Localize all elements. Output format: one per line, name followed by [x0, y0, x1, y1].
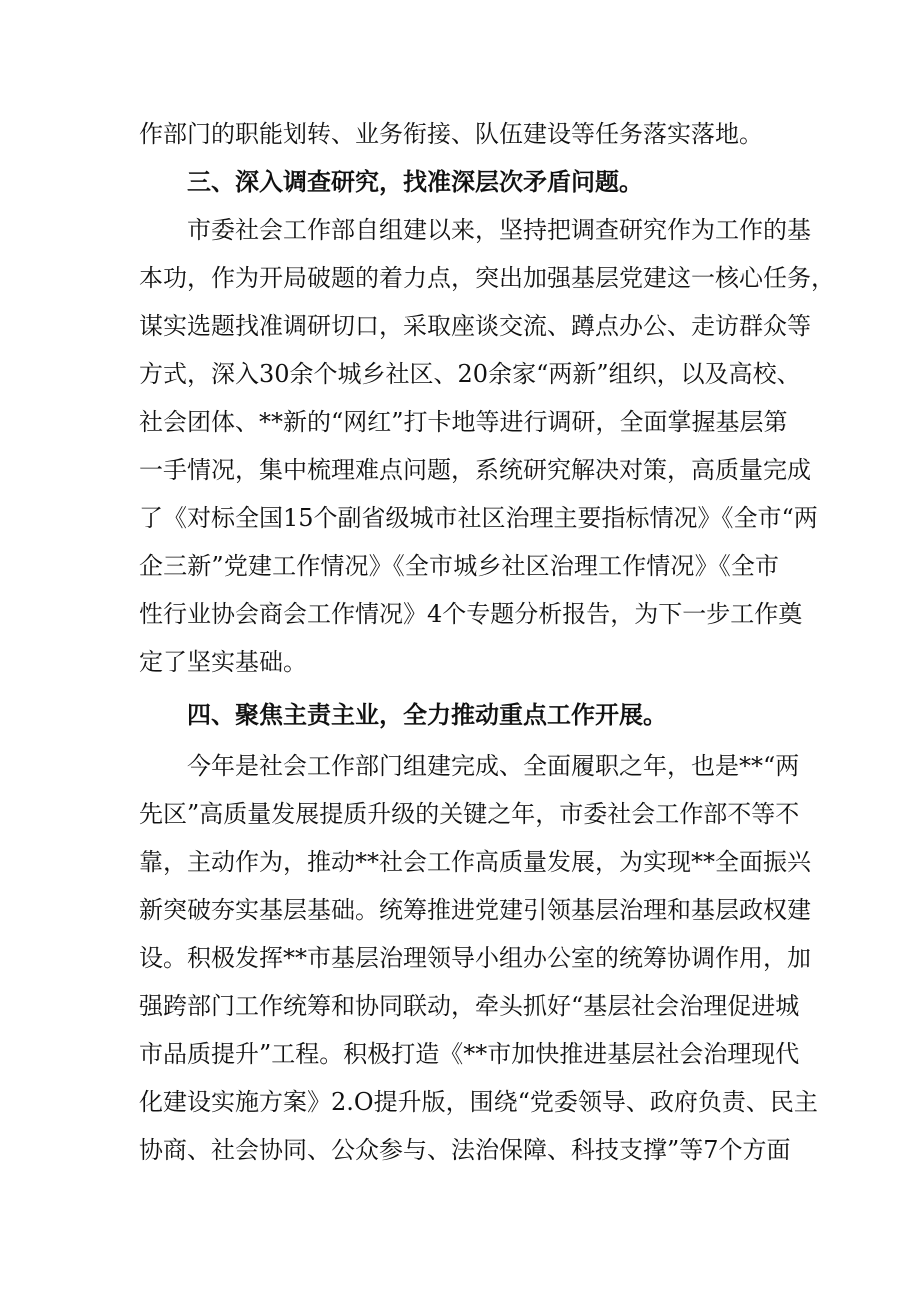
paragraph-line: 了《对标全国15个副省级城市社区治理主要指标情况》《全市“两 [139, 504, 818, 532]
paragraph-line: 方式，深入30余个城乡社区、20余家“两新”组织，以及高校、 [139, 360, 801, 388]
paragraph-line: 设。积极发挥**市基层治理领导小组办公室的统筹协调作用，加 [139, 944, 811, 972]
paragraph-line: 市品质提升”工程。积极打造《**市加快推进基层社会治理现代 [139, 1040, 800, 1068]
paragraph-line: 定了坚实基础。 [139, 648, 307, 676]
paragraph-line: 作部门的职能划转、业务衔接、队伍建设等任务落实落地。 [139, 120, 763, 148]
paragraph-line: 新突破夯实基层基础。统筹推进党建引领基层治理和基层政权建 [139, 896, 811, 924]
paragraph-line: 性行业协会商会工作情况》4个专题分析报告，为下一步工作奠 [139, 600, 803, 628]
paragraph-line: 社会团体、**新的“网红”打卡地等进行调研，全面掌握基层第 [139, 408, 788, 436]
paragraph-line: 化建设实施方案》2.O提升版，围绕“党委领导、政府负责、民主 [139, 1088, 818, 1116]
paragraph-line: 今年是社会工作部门组建完成、全面履职之年，也是**“两 [187, 752, 800, 780]
paragraph-line: 市委社会工作部自组建以来，坚持把调查研究作为工作的基 [187, 216, 811, 244]
paragraph-line: 强跨部门工作统筹和协同联动，牵头抓好“基层社会治理促进城 [139, 992, 800, 1020]
paragraph-line: 一手情况，集中梳理难点问题，系统研究解决对策，高质量完成 [139, 456, 811, 484]
paragraph-line: 本功，作为开局破题的着力点，突出加强基层党建这一核心任务， [139, 264, 835, 292]
section-heading-3: 三、深入调查研究，找准深层次矛盾问题。 [187, 168, 643, 196]
paragraph-line: 协商、社会协同、公众参与、法治保障、科技支撑”等7个方面 [139, 1136, 791, 1164]
section-heading-4: 四、聚焦主责主业，全力推动重点工作开展。 [187, 701, 667, 729]
paragraph-line: 企三新”党建工作情况》《全市城乡社区治理工作情况》《全市 [139, 552, 779, 580]
paragraph-line: 谋实选题找准调研切口，采取座谈交流、蹲点办公、走访群众等 [139, 312, 811, 340]
paragraph-line: 先区”高质量发展提质升级的关键之年，市委社会工作部不等不 [139, 800, 800, 828]
paragraph-line: 靠，主动作为，推动**社会工作高质量发展，为实现**全面振兴 [139, 848, 811, 876]
